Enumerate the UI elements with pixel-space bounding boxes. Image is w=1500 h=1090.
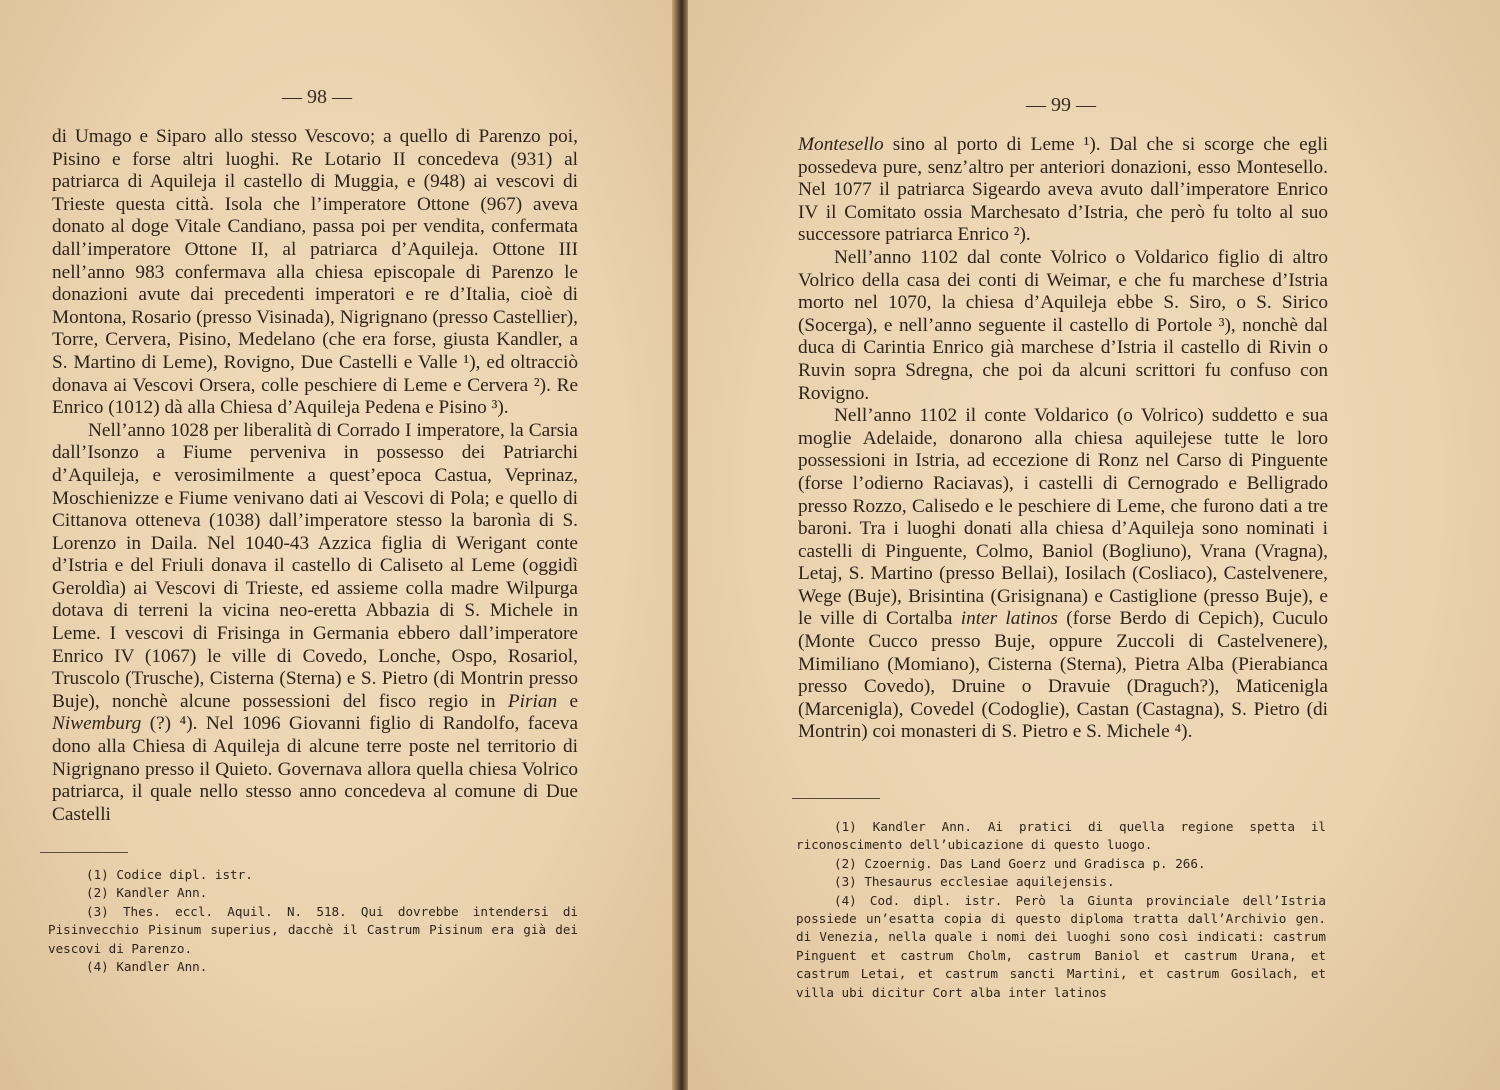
- italic-pirian: Pirian: [507, 690, 558, 712]
- italic-montesello: Montesello: [798, 134, 884, 155]
- footnote-separator-right: [792, 798, 880, 799]
- footnote-separator-left: [40, 852, 128, 853]
- page-number-98: — 98 —: [282, 86, 352, 108]
- left-footnote-4: (4) Kandler Ann.: [86, 959, 208, 975]
- right-paragraph-1: [798, 134, 1328, 247]
- right-paragraph-3-part-a: Nell’anno 1102 il conte Voldarico (o Volrico) suddetto e sua moglie Adelaide, donarono alla chiesa aquilejese tutte le loro possessioni in Istria, ad eccezione di Ronz nel Carso di Pinguente (forse l’odierno Raciavas), i castelli di Cernogrado e Belligrado presso Rozzo, Calisedo e le peschiere di Leme, che furono dati a tre baroni. Tra i luoghi donati alla chiesa d’Aquileja sono nominati i castelli di Pinguente, Colmo, Baniol (Bogliuno), Vrana (Vragna), Letaj, S. Martino (presso Bellai), Iosilach (Cosliaco), Castelvenere, Wege (Buje), Brisintina (Grisignana) e Castiglione (presso Buje), e le ville di Cortalba: [798, 405, 1328, 630]
- left-footnotes: [48, 866, 578, 976]
- right-paragraph-3: [798, 405, 1328, 744]
- right-footnote-2: (2) Czoernig. Das Land Goerz und Gradisca p. 266.: [834, 855, 1206, 871]
- word-e: e: [569, 690, 579, 712]
- left-footnote-2: (2) Kandler Ann.: [86, 885, 208, 901]
- right-footnote-1: (1) Kandler Ann. Ai pratici di quella regione spetta il riconoscimento dell’ubicazione di questo luogo.: [796, 819, 1326, 853]
- left-paragraph-2: [52, 420, 578, 827]
- right-paragraph-2: Nell’anno 1102 dal conte Volrico o Voldarico figlio di altro Volrico della casa dei conti di Weimar, e che fu marchese d’Istria morto nel 1070, la chiesa d’Aquileja ebbe S. Siro, o S. Sirico (Socerga), e nell’anno seguente il castello di Portole ³), nonchè dal duca di Carintia Enrico già marchese d’Istria il castello di Rivin o Ruvin sopra Sdregna, che poi da alcuni scrittori fu confuso con Rovigno.: [798, 246, 1328, 404]
- italic-niwemburg: Niwemburg: [52, 713, 142, 735]
- right-body-text: [798, 134, 1328, 744]
- right-paragraph-3-part-b: (forse Berdo di Cepich), Cuculo (Monte Cucco presso Buje, oppure Zuccoli di Castelvenere), Mimiliano (Momiano), Cisterna (Sterna), Pietra Alba (Pierabianca presso Covedo), Druine o Dravuie (Draguch?), Maticenigla (Marcenigla), Covedel (Codoglie), Castan (Castagna), S. Pietro (di Montrin) coi monasteri di S. Pietro e S. Michele ⁴).: [798, 608, 1329, 743]
- left-paragraph-2-part-a: Nell’anno 1028 per liberalità di Corrado I imperatore, la Carsia dall’Isonzo a Fiume perveniva in possesso dei Patriarchi d’Aquileja, e verosimilmente a quest’epoca Castua, Veprinaz, Moschienizze e Fiume venivano dati ai Vescovi di Pola; e quello di Cittanova otteneva (1038) dall’imperatore stesso la baronìa di S. Lorenzo in Daila. Nel 1040-43 Azzica figlia di Werigant conte d’Istria e del Friuli donava il castello di Caliseto al Leme (oggidì Geroldìa) ai Vescovi di Trieste, ed assieme colla madre Wilpurga dotava di terreni la vicina neo-eretta Abbazia di S. Michele in Leme. I vescovi di Frisinga in Germania ebbero dall’imperatore Enrico IV (1067) le ville di Covedo, Lonche, Ospo, Rosariol, Truscolo (Trusche), Cisterna (Sterna) e S. Pietro (di Montrin presso Buje), nonchè alcune possessioni del fisco regio in: [52, 419, 578, 712]
- page-number-99: — 99 —: [1026, 94, 1096, 116]
- left-paragraph-2-part-b: (?) ⁴). Nel 1096 Giovanni figlio di Randolfo, faceva dono alla Chiesa di Aquileja di alcune terre poste nel territorio di Nigrignano presso il Quieto. Governava allora quella chiesa Volrico patriarca, il quale nello stesso anno concedeva al comune di Due Castelli: [52, 713, 578, 825]
- left-body-text: [52, 126, 578, 826]
- left-footnote-1: (1) Codice dipl. istr.: [86, 867, 253, 882]
- right-footnote-3: (3) Thesaurus ecclesiae aquilejensis.: [834, 874, 1115, 890]
- right-page: [688, 0, 1500, 1090]
- left-page: [0, 0, 678, 1090]
- left-paragraph-1: di Umago e Siparo allo stesso Vescovo; a quello di Parenzo poi, Pisino e forse altri luoghi. Re Lotario II concedeva (931) al patriarca di Aquileja il castello di Muggia, e (948) ai vescovi di Trieste questa città. Isola che l’imperatore Ottone (967) aveva donato al doge Vitale Candiano, passa poi per vendita, confermata dall’imperatore Ottone II, al patriarca d’Aquileja. Ottone III nell’anno 983 confermava alla chiesa episcopale di Parenzo le donazioni avute dai precedenti imperatori e re d’Italia, cioè di Montona, Rosario (presso Visinada), Nigrignano (presso Castellier), Torre, Cervera, Pisino, Medelano (che era forse, giusta Kandler, a S. Martino di Leme), Rovigno, Due Castelli e Valle ¹), ed oltracciò donava ai Vescovi Orsera, colle peschiere di Leme e Cervera ²). Re Enrico (1012) dà alla Chiesa d’Aquileja Pedena e Pisino ³).: [52, 126, 578, 419]
- right-paragraph-1-text: sino al porto di Leme ¹). Dal che si scorge che egli possedeva pure, senz’altro per anteriori donazioni, esso Montesello. Nel 1077 il patriarca Sigeardo aveva avuto dall’imperatore Enrico IV il Comitato ossia Marchesato d’Istria, che però fu tolto al suo successore patriarca Enrico ²).: [798, 134, 1328, 246]
- right-footnote-4: (4) Cod. dipl. istr. Però la Giunta provinciale dell’Istria possiede un’esatta copia di questo diploma tratta dall’Archivio gen. di Venezia, nella quale i nomi dei luoghi sono così indicati: castrum Pinguent et castrum Cholm, castrum Baniol et castrum Urana, et castrum Letai, et castrum sancti Martini, et castrum Gosilach, et villa ubi dicitur Cort alba inter latinos: [796, 892, 1326, 1000]
- left-footnote-3: (3) Thes. eccl. Aquil. N. 518. Qui dovrebbe intendersi di Pisinvecchio Pisinum superius, dacchè il Castrum Pisinum era già dei vescovi di Parenzo.: [48, 903, 578, 956]
- italic-inter-latinos: inter latinos: [960, 608, 1058, 630]
- right-footnotes: [796, 818, 1326, 1002]
